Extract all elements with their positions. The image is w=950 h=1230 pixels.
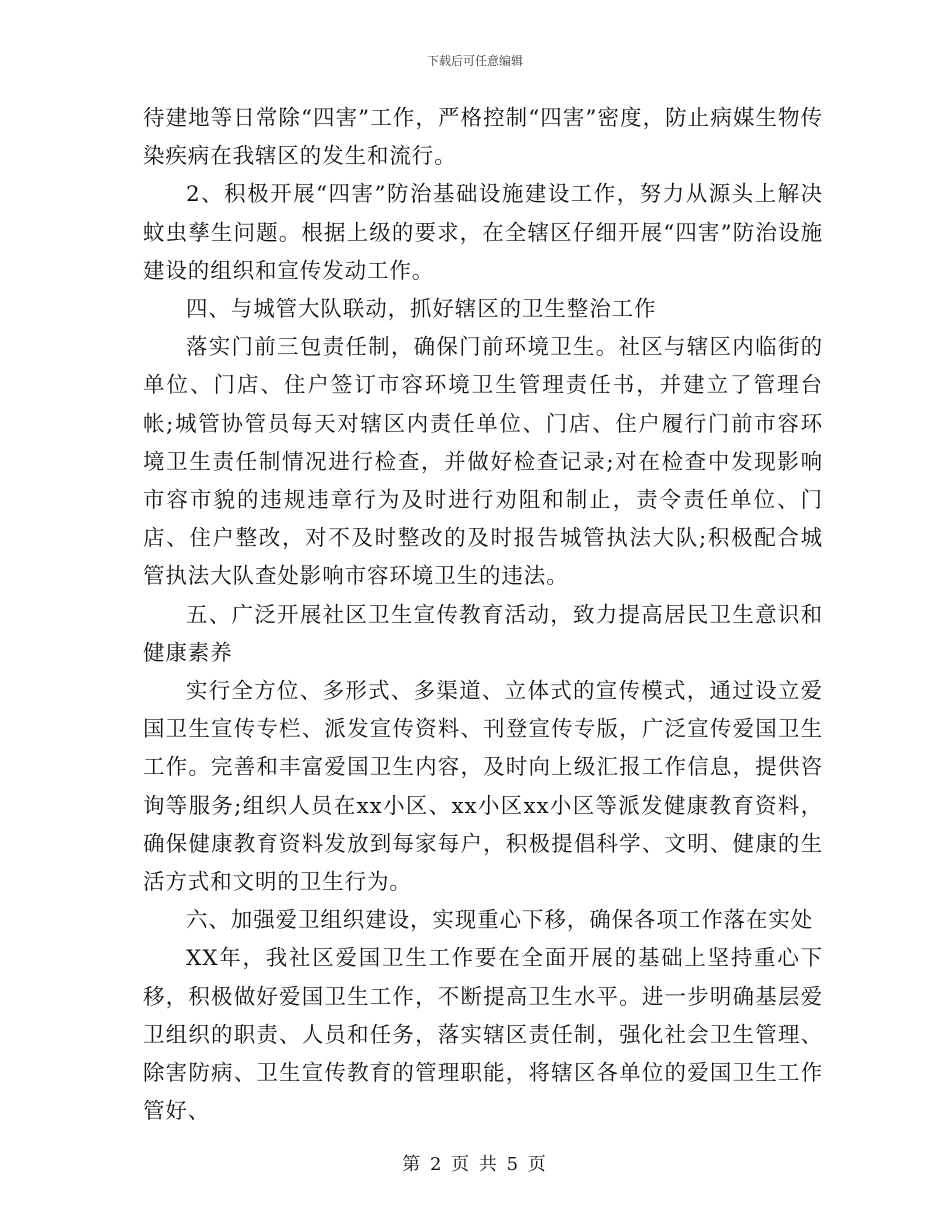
paragraph-5: XX年，我社区爱国卫生工作要在全面开展的基础上坚持重心下移，积极做好爱国卫生工作，不断提高卫生水平。进一步明确基层爱卫组织的职责、人员和任务，落实辖区责任制，强化社会卫生管理、除害防病、卫生宣传教育的管理职能，将辖区各单位的爱国卫生工作管好、 [143, 946, 823, 1125]
section-heading-6: 六、加强爱卫组织建设，实现重心下移，确保各项工作落在实处 [186, 908, 814, 934]
section-heading-4: 四、与城管大队联动，抓好辖区的卫生整治工作 [186, 297, 657, 323]
paragraph-3: 落实门前三包责任制，确保门前环境卫生。社区与辖区内临街的单位、门店、住户签订市容环境卫生管理责任书，并建立了管理台帐;城管协管员每天对辖区内责任单位、门店、住户履行门前市容环境卫生责任制情况进行检查，并做好检查记录;对在检查中发现影响市容市貌的违规违章行为及时进行劝阻和制止，责令责任单位、门店、住户整改，对不及时整改的及时报告城管执法大队;积极配合城管执法大队查处影响市容环境卫生的违法。 [143, 335, 823, 590]
paragraph-4: 实行全方位、多形式、多渠道、立体式的宣传模式，通过设立爱国卫生宣传专栏、派发宣传资料、刊登宣传专版，广泛宣传爱国卫生工作。完善和丰富爱国卫生内容，及时向上级汇报工作信息，提供咨询等服务;组织人员在xx小区、xx小区xx小区等派发健康教育资料，确保健康教育资料发放到每家每户，积极提倡科学、文明、健康的生活方式和文明的卫生行为。 [143, 679, 823, 896]
document-body [143, 100, 823, 1131]
section-heading-5: 五、广泛开展社区卫生宣传教育活动，致力提高居民卫生意识和健康素养 [143, 602, 823, 666]
paragraph-1: 待建地等日常除“四害”工作，严格控制“四害”密度，防止病媒生物传染疾病在我辖区的发生和流行。 [143, 106, 823, 170]
page-header: 下载后可任意编辑 [426, 54, 523, 68]
paragraph-2: 2、积极开展“四害”防治基础设施建设工作，努力从源头上解决蚊虫孳生问题。根据上级的要求，在全辖区仔细开展“四害”防治设施建设的组织和宣传发动工作。 [143, 182, 823, 284]
page-footer: 第 2 页 共 5 页 [402, 1154, 548, 1175]
